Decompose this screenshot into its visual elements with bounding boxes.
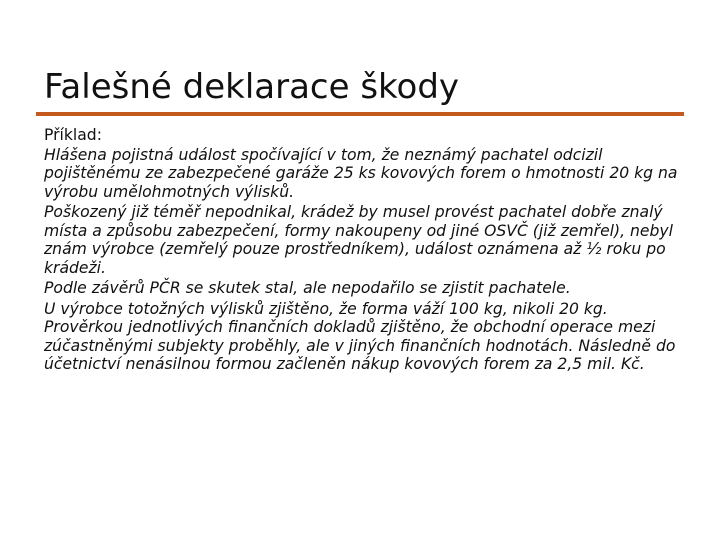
paragraph-suspicion: Poškozený již téměř nepodnikal, krádež by musel provést pachatel dobře znalý místa a způsobu zabezpečení, formy nakoupeny od jiné OSVČ (již zemřel), nebyl znám výrobce (zemřelý pouze prostředníkem), událost oznámena až ½ roku po krádeži. — [44, 203, 673, 277]
example-label: Příklad: — [44, 126, 102, 144]
slide-body — [44, 126, 684, 374]
paragraph-police-conclusion: Podle závěrů PČR se skutek stal, ale nepodařilo se zjistit pachatele. — [44, 279, 571, 297]
title-divider — [36, 112, 684, 116]
slide-title: Falešné deklarace škody — [44, 66, 460, 107]
paragraph-findings: U výrobce totožných výlisků zjištěno, že forma váží 100 kg, nikoli 20 kg. Prověrkou jednotlivých finančních dokladů zjištěno, že obchodní operace mezi zúčastněnými subjekty proběhly, ale v jiných finančních hodnotách. Následně do účetnictví nenásilnou formou začleněn nákup kovových forem za 2,5 mil. Kč. — [44, 299, 676, 373]
paragraph-incident: Hlášena pojistná událost spočívající v tom, že neznámý pachatel odcizil pojištěnému ze zabezpečené garáže 25 ks kovových forem o hmotnosti 20 kg na výrobu umělohmotných výlisků. — [44, 145, 678, 201]
